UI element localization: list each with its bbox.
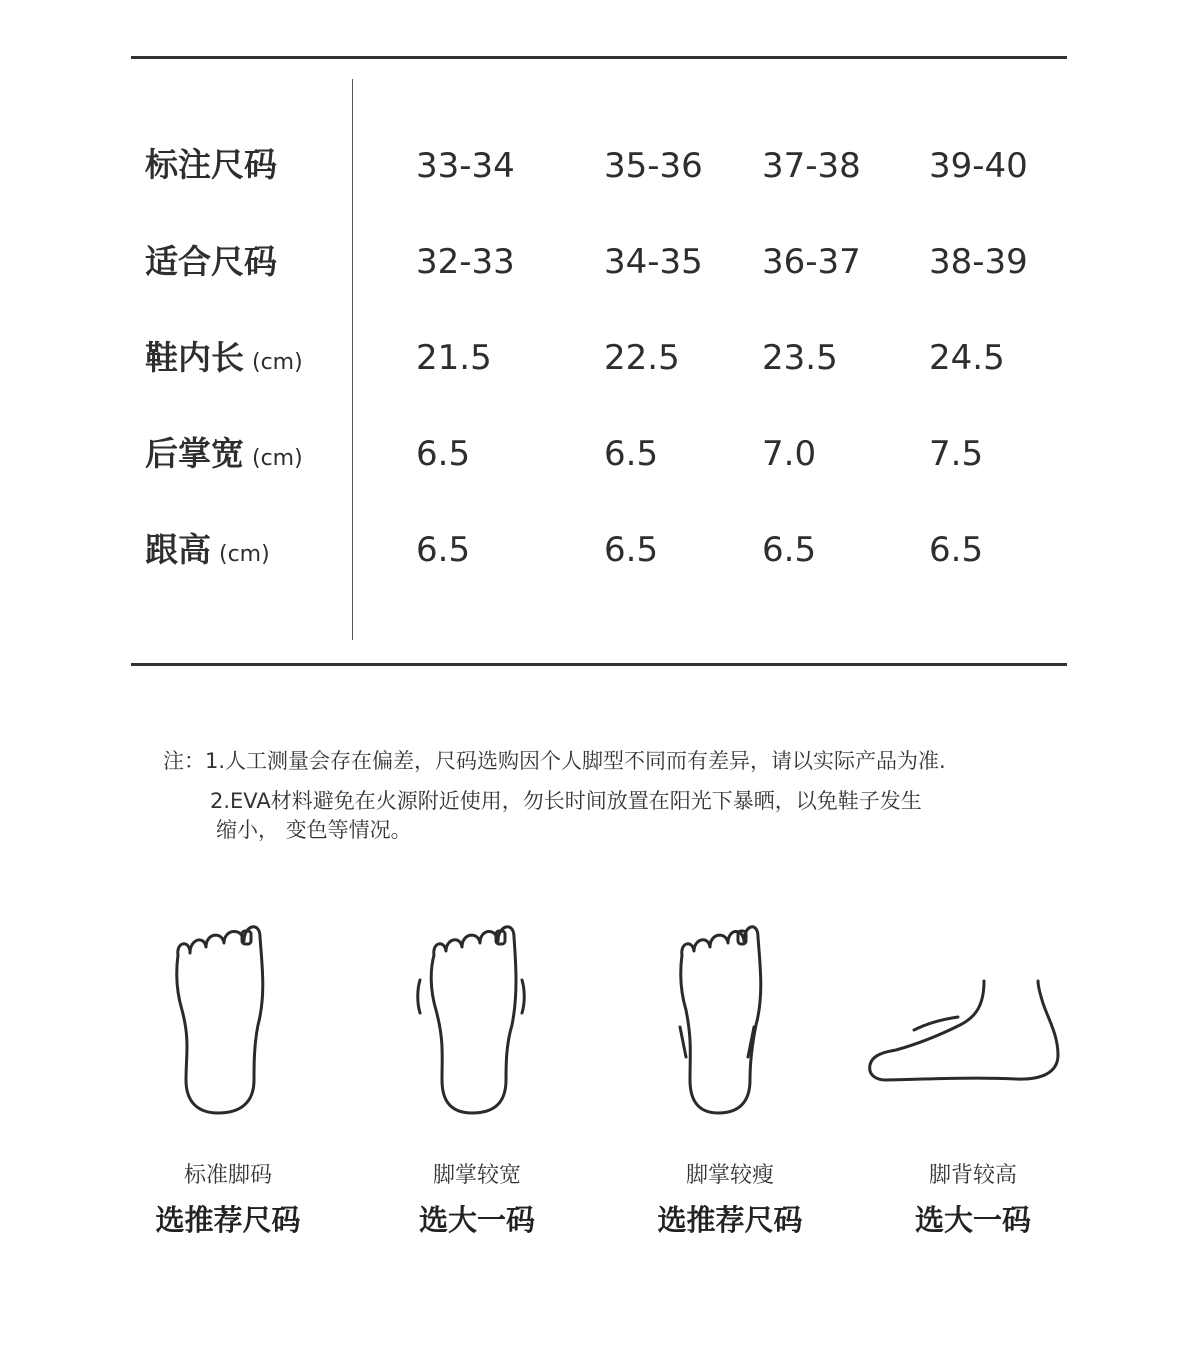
- table-cell: 6.5: [416, 530, 471, 570]
- standard-foot-icon: [162, 915, 272, 1120]
- row-label-unit: (cm): [252, 446, 303, 471]
- table-cell: 32-33: [416, 242, 515, 282]
- table-cell: 24.5: [929, 338, 1005, 378]
- row-label-unit: (cm): [252, 350, 303, 375]
- table-cell: 35-36: [604, 146, 703, 186]
- wide-foot-icon: [416, 915, 526, 1120]
- table-cell: 7.0: [762, 434, 817, 474]
- foot-caption-wide: 脚掌较宽: [432, 1163, 521, 1188]
- row-label-heel-width: [145, 434, 303, 479]
- note-line-2: 2.EVA材料避免在火源附近使用，勿长时间放置在阳光下暴晒，以免鞋子发生: [210, 789, 922, 813]
- table-cell: 33-34: [416, 146, 515, 186]
- row-label-text: 标注尺码: [145, 145, 277, 184]
- row-label-text: 后掌宽: [145, 434, 244, 473]
- table-cell: 6.5: [762, 530, 817, 570]
- table-cell: 22.5: [604, 338, 680, 378]
- top-divider: [131, 56, 1067, 59]
- foot-caption-high-instep: 脚背较高: [928, 1163, 1017, 1188]
- table-cell: 6.5: [604, 434, 659, 474]
- foot-caption-narrow: 脚掌较瘦: [685, 1163, 774, 1188]
- table-cell: 6.5: [604, 530, 659, 570]
- foot-advice-narrow: 选推荐尺码: [657, 1203, 803, 1237]
- foot-advice-standard: 选推荐尺码: [155, 1203, 301, 1237]
- row-label-text: 跟高: [145, 530, 211, 569]
- table-cell: 39-40: [929, 146, 1028, 186]
- note-line-3: 缩小， 变色等情况。: [216, 818, 412, 842]
- table-cell: 6.5: [416, 434, 471, 474]
- table-cell: 37-38: [762, 146, 861, 186]
- row-label-heel-height: [145, 530, 270, 575]
- row-label-fit-size: [145, 242, 277, 282]
- row-label-unit: (cm): [219, 542, 270, 567]
- bottom-divider: [131, 663, 1067, 666]
- table-cell: 7.5: [929, 434, 984, 474]
- foot-advice-high-instep: 选大一码: [914, 1203, 1031, 1237]
- table-cell: 34-35: [604, 242, 703, 282]
- foot-advice-wide: 选大一码: [418, 1203, 535, 1237]
- table-column-divider: [352, 79, 353, 640]
- table-cell: 23.5: [762, 338, 838, 378]
- row-label-text: 适合尺码: [145, 242, 277, 281]
- table-cell: 6.5: [929, 530, 984, 570]
- row-label-marked-size: [145, 145, 277, 185]
- row-label-text: 鞋内长: [145, 338, 244, 377]
- table-cell: 21.5: [416, 338, 492, 378]
- table-cell: 36-37: [762, 242, 861, 282]
- table-cell: 38-39: [929, 242, 1028, 282]
- row-label-inner-length: [145, 338, 303, 383]
- high-instep-foot-icon: [866, 915, 1066, 1120]
- narrow-foot-icon: [672, 915, 782, 1120]
- note-line-1: 注：1.人工测量会存在偏差，尺码选购因个人脚型不同而有差异，请以实际产品为准.: [163, 749, 946, 773]
- foot-caption-standard: 标准脚码: [183, 1163, 272, 1188]
